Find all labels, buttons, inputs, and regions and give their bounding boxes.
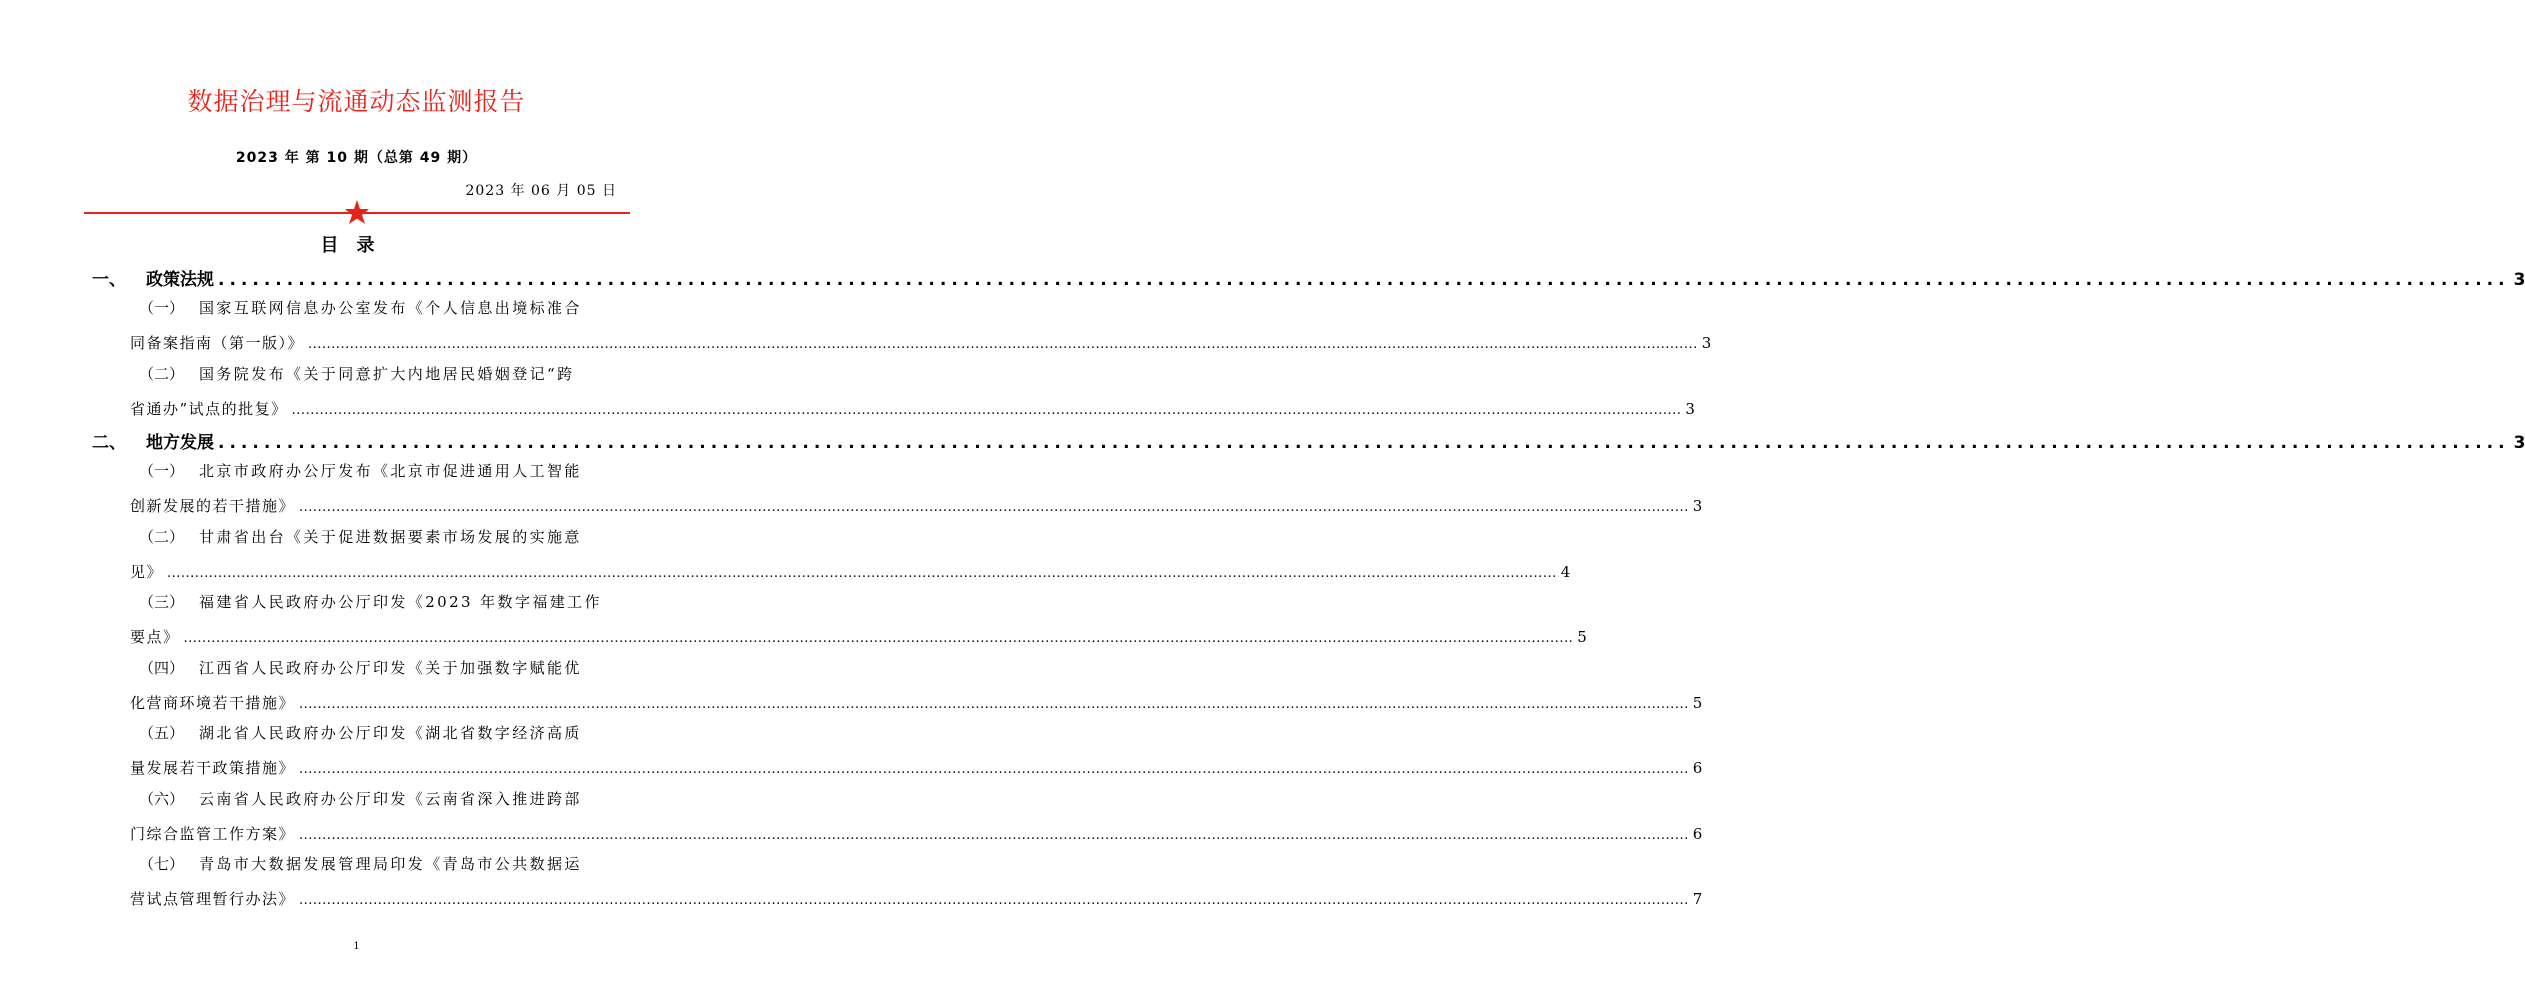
toc-item-line2[interactable] [130, 823, 1704, 844]
toc-item-title: 青岛市大数据发展管理局印发《青岛市公共数据运 [199, 855, 582, 873]
toc-item-title: 北京市政府办公厅发布《北京市促进通用人工智能 [199, 462, 582, 480]
toc-item-line2[interactable] [130, 561, 1572, 582]
page-number: 1 [353, 941, 360, 952]
toc-item-page: 4 [1560, 562, 1572, 581]
dot-leader: ............................................................................................................................................................................................................................................................................................................ [183, 631, 1574, 646]
toc-item-line1[interactable] [139, 788, 619, 809]
toc-item-title-cont: 要点》 [130, 628, 180, 646]
star-icon [344, 199, 370, 225]
toc-item-title-cont: 门综合监管工作方案》 [130, 824, 296, 843]
toc-item-number: （五） [139, 724, 185, 742]
toc-item-title: 国务院发布《关于同意扩大内地居民婚姻登记“跨 [199, 364, 575, 383]
toc-item-number: （一） [139, 462, 185, 480]
toc-item-line1[interactable] [139, 657, 619, 678]
toc-item-title: 云南省人民政府办公厅印发《云南省深入推进跨部 [199, 789, 582, 808]
toc-item-title: 国家互联网信息办公室发布《个人信息出境标准合 [199, 299, 582, 317]
toc-item-page: 3 [1692, 497, 1704, 515]
toc-item-number: （四） [139, 658, 185, 677]
report-date: 2023 年 06 月 05 日 [465, 183, 617, 199]
toc-item-line1[interactable] [139, 526, 619, 547]
toc-section-number: 二、 [92, 433, 126, 453]
toc-item-page: 7 [1692, 890, 1704, 908]
toc-item-page: 3 [1685, 399, 1697, 418]
toc-item-line2[interactable] [130, 888, 1704, 909]
dot-leader: ............................................................................................................................................................................................................................................................................................................ [299, 696, 1689, 712]
toc-item-line2[interactable] [130, 757, 1704, 778]
toc-item-page: 6 [1692, 759, 1704, 777]
toc-item-line1[interactable] [139, 297, 619, 318]
dot-leader: ............................................................................................................................................................................................................................................................................................................ [299, 893, 1689, 908]
toc-section-page: 3 [2513, 433, 2525, 453]
toc-item-title-cont: 化营商环境若干措施》 [130, 693, 296, 712]
toc-item-title-cont: 营试点管理暂行办法》 [130, 890, 296, 908]
toc-title: 目录 [320, 235, 393, 256]
dot-leader: ............................................................................................................................................................................................................................................................................................................ [299, 827, 1689, 843]
toc-item-title: 福建省人民政府办公厅印发《2023 年数字福建工作 [199, 593, 602, 611]
toc-section[interactable] [92, 265, 2525, 290]
toc-item-line2[interactable] [130, 332, 1713, 353]
toc-section-label: 地方发展 [146, 433, 214, 453]
toc-item-title-cont: 同备案指南（第一版）》 [130, 334, 305, 352]
toc-section-label: 政策法规 [146, 270, 214, 290]
toc-item-number: （七） [139, 855, 185, 873]
dot-leader: ........................................................................................................................................................................................................ [218, 433, 2510, 453]
toc-item-page: 3 [1701, 334, 1713, 352]
toc-item-line1[interactable] [139, 363, 619, 384]
toc-item-number: （一） [139, 299, 185, 317]
report-title: 数据治理与流通动态监测报告 [187, 87, 526, 116]
toc-item-line1[interactable] [139, 460, 619, 481]
toc-item-page: 5 [1577, 628, 1589, 646]
toc-item-title-cont: 见》 [130, 562, 164, 581]
dot-leader: ............................................................................................................................................................................................................................................................................................................ [308, 337, 1698, 352]
toc-item-number: （三） [139, 593, 185, 611]
toc-item-line2[interactable] [130, 398, 1697, 419]
toc-section-number: 一、 [92, 270, 126, 290]
dot-leader: ............................................................................................................................................................................................................................................................................................................ [167, 565, 1557, 581]
toc-item-title: 湖北省人民政府办公厅印发《湖北省数字经济高质 [199, 724, 582, 742]
dot-leader: ............................................................................................................................................................................................................................................................................................................ [299, 762, 1689, 777]
toc-item-line2[interactable] [130, 692, 1704, 713]
toc-item-number: （二） [139, 364, 185, 383]
toc-item-title-cont: 创新发展的若干措施》 [130, 497, 296, 515]
dot-leader: ............................................................................................................................................................................................................................................................................................................ [291, 402, 1682, 418]
issue-number: 2023 年 第 10 期（总第 49 期） [235, 150, 478, 166]
toc-item-line1[interactable] [139, 853, 619, 874]
dot-leader: ............................................................................................................................................................................................................................................................................................................ [299, 500, 1689, 515]
toc-item-title: 江西省人民政府办公厅印发《关于加强数字赋能优 [199, 658, 582, 677]
toc-item-number: （六） [139, 789, 185, 808]
toc-section-page: 3 [2513, 270, 2525, 290]
toc-item-title-cont: 省通办”试点的批复》 [130, 399, 288, 418]
toc-item-page: 6 [1692, 824, 1704, 843]
toc-item-line1[interactable] [139, 591, 619, 612]
toc-section[interactable] [92, 428, 2525, 453]
toc-item-title-cont: 量发展若干政策措施》 [130, 759, 296, 777]
toc-item-number: （二） [139, 527, 185, 546]
dot-leader: ........................................................................................................................................................................................................ [218, 270, 2510, 290]
toc-item-title: 甘肃省出台《关于促进数据要素市场发展的实施意 [199, 527, 582, 546]
toc-item-page: 5 [1692, 693, 1704, 712]
toc-item-line2[interactable] [130, 495, 1704, 516]
toc-item-line1[interactable] [139, 722, 619, 743]
toc-item-line2[interactable] [130, 626, 1589, 647]
